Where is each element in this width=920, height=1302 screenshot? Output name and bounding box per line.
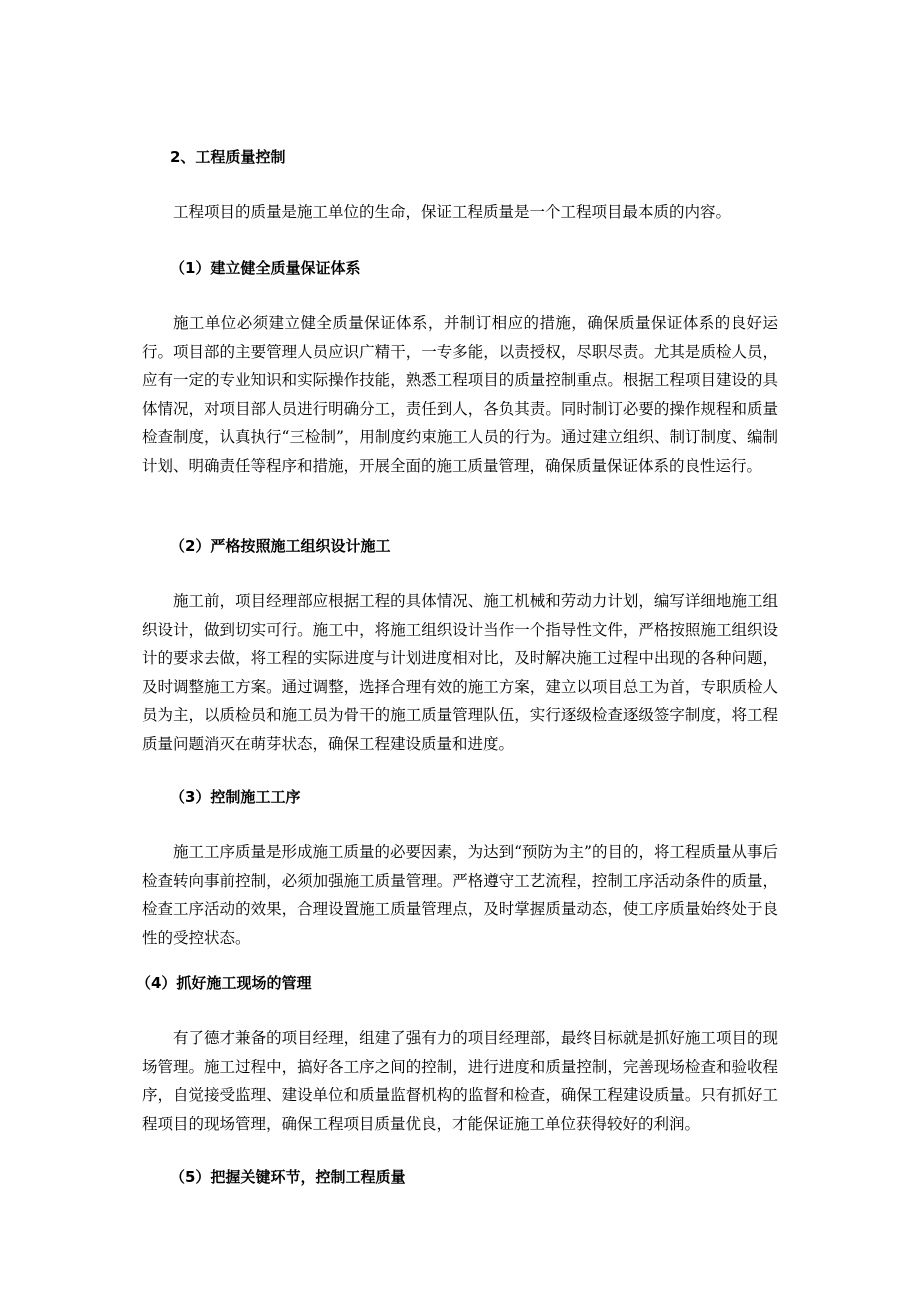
intro-paragraph: 工程项目的质量是施工单位的生命，保证工程质量是一个工程项目最本质的内容。	[173, 203, 732, 221]
subsection-2-body: 施工前，项目经理部应根据工程的具体情况、施工机械和劳动力计划，编写详细地施工组织设计，做到切实可行。施工中，将施工组织设计当作一个指导性文件，严格按照施工组织设计的要求去做，将工程的实际进度与计划进度相对比，及时解决施工过程中出现的各种问题，及时调整施工方案。通过调整，选择合理有效的施工方案，建立以项目总工为首，专职质检人员为主，以质检员和施工员为骨干的施工质量管理队伍，实行逐级检查逐级签字制度，将工程质量问题消灭在萌芽状态，确保工程建设质量和进度。	[142, 592, 778, 753]
subsection-3-body: 施工工序质量是形成施工质量的必要因素，为达到“预防为主”的目的，将工程质量从事后检查转向事前控制，必须加强施工质量管理。严格遵守工艺流程，控制工序活动条件的质量，检查工序活动的效果，合理设置施工质量管理点，及时掌握质量动态，使工序质量始终处于良性的受控状态。	[142, 843, 778, 947]
subsection-4-heading: （4）抓好施工现场的管理	[136, 974, 312, 992]
subsection-1-body: 施工单位必须建立健全质量保证体系，并制订相应的措施，确保质量保证体系的良好运行。项目部的主要管理人员应识广精干，一专多能，以责授权，尽职尽责。尤其是质检人员，应有一定的专业知识和实际操作技能，熟悉工程项目的质量控制重点。根据工程项目建设的具体情况，对项目部人员进行明确分工，责任到人，各负其责。同时制订必要的操作规程和质量检查制度，认真执行“三检制”，用制度约束施工人员的行为。通过建立组织、制订制度、编制计划、明确责任等程序和措施，开展全面的施工质量管理，确保质量保证体系的良性运行。	[142, 314, 778, 475]
subsection-4-body: 有了德才兼备的项目经理，组建了强有力的项目经理部，最终目标就是抓好施工项目的现场管理。施工过程中，搞好各工序之间的控制，进行进度和质量控制，完善现场检查和验收程序，自觉接受监理、建设单位和质量监督机构的监督和检查，确保工程建设质量。只有抓好工程项目的现场管理，确保工程项目质量优良，才能保证施工单位获得较好的利润。	[142, 1029, 778, 1133]
subsection-3-heading: （3）控制施工工序	[170, 788, 301, 806]
section-heading: 2、工程质量控制	[170, 148, 286, 166]
subsection-5-heading: （5）把握关键环节，控制工程质量	[170, 1168, 406, 1186]
subsection-1-heading: （1）建立健全质量保证体系	[170, 259, 361, 277]
subsection-2-heading: （2）严格按照施工组织设计施工	[170, 537, 391, 555]
